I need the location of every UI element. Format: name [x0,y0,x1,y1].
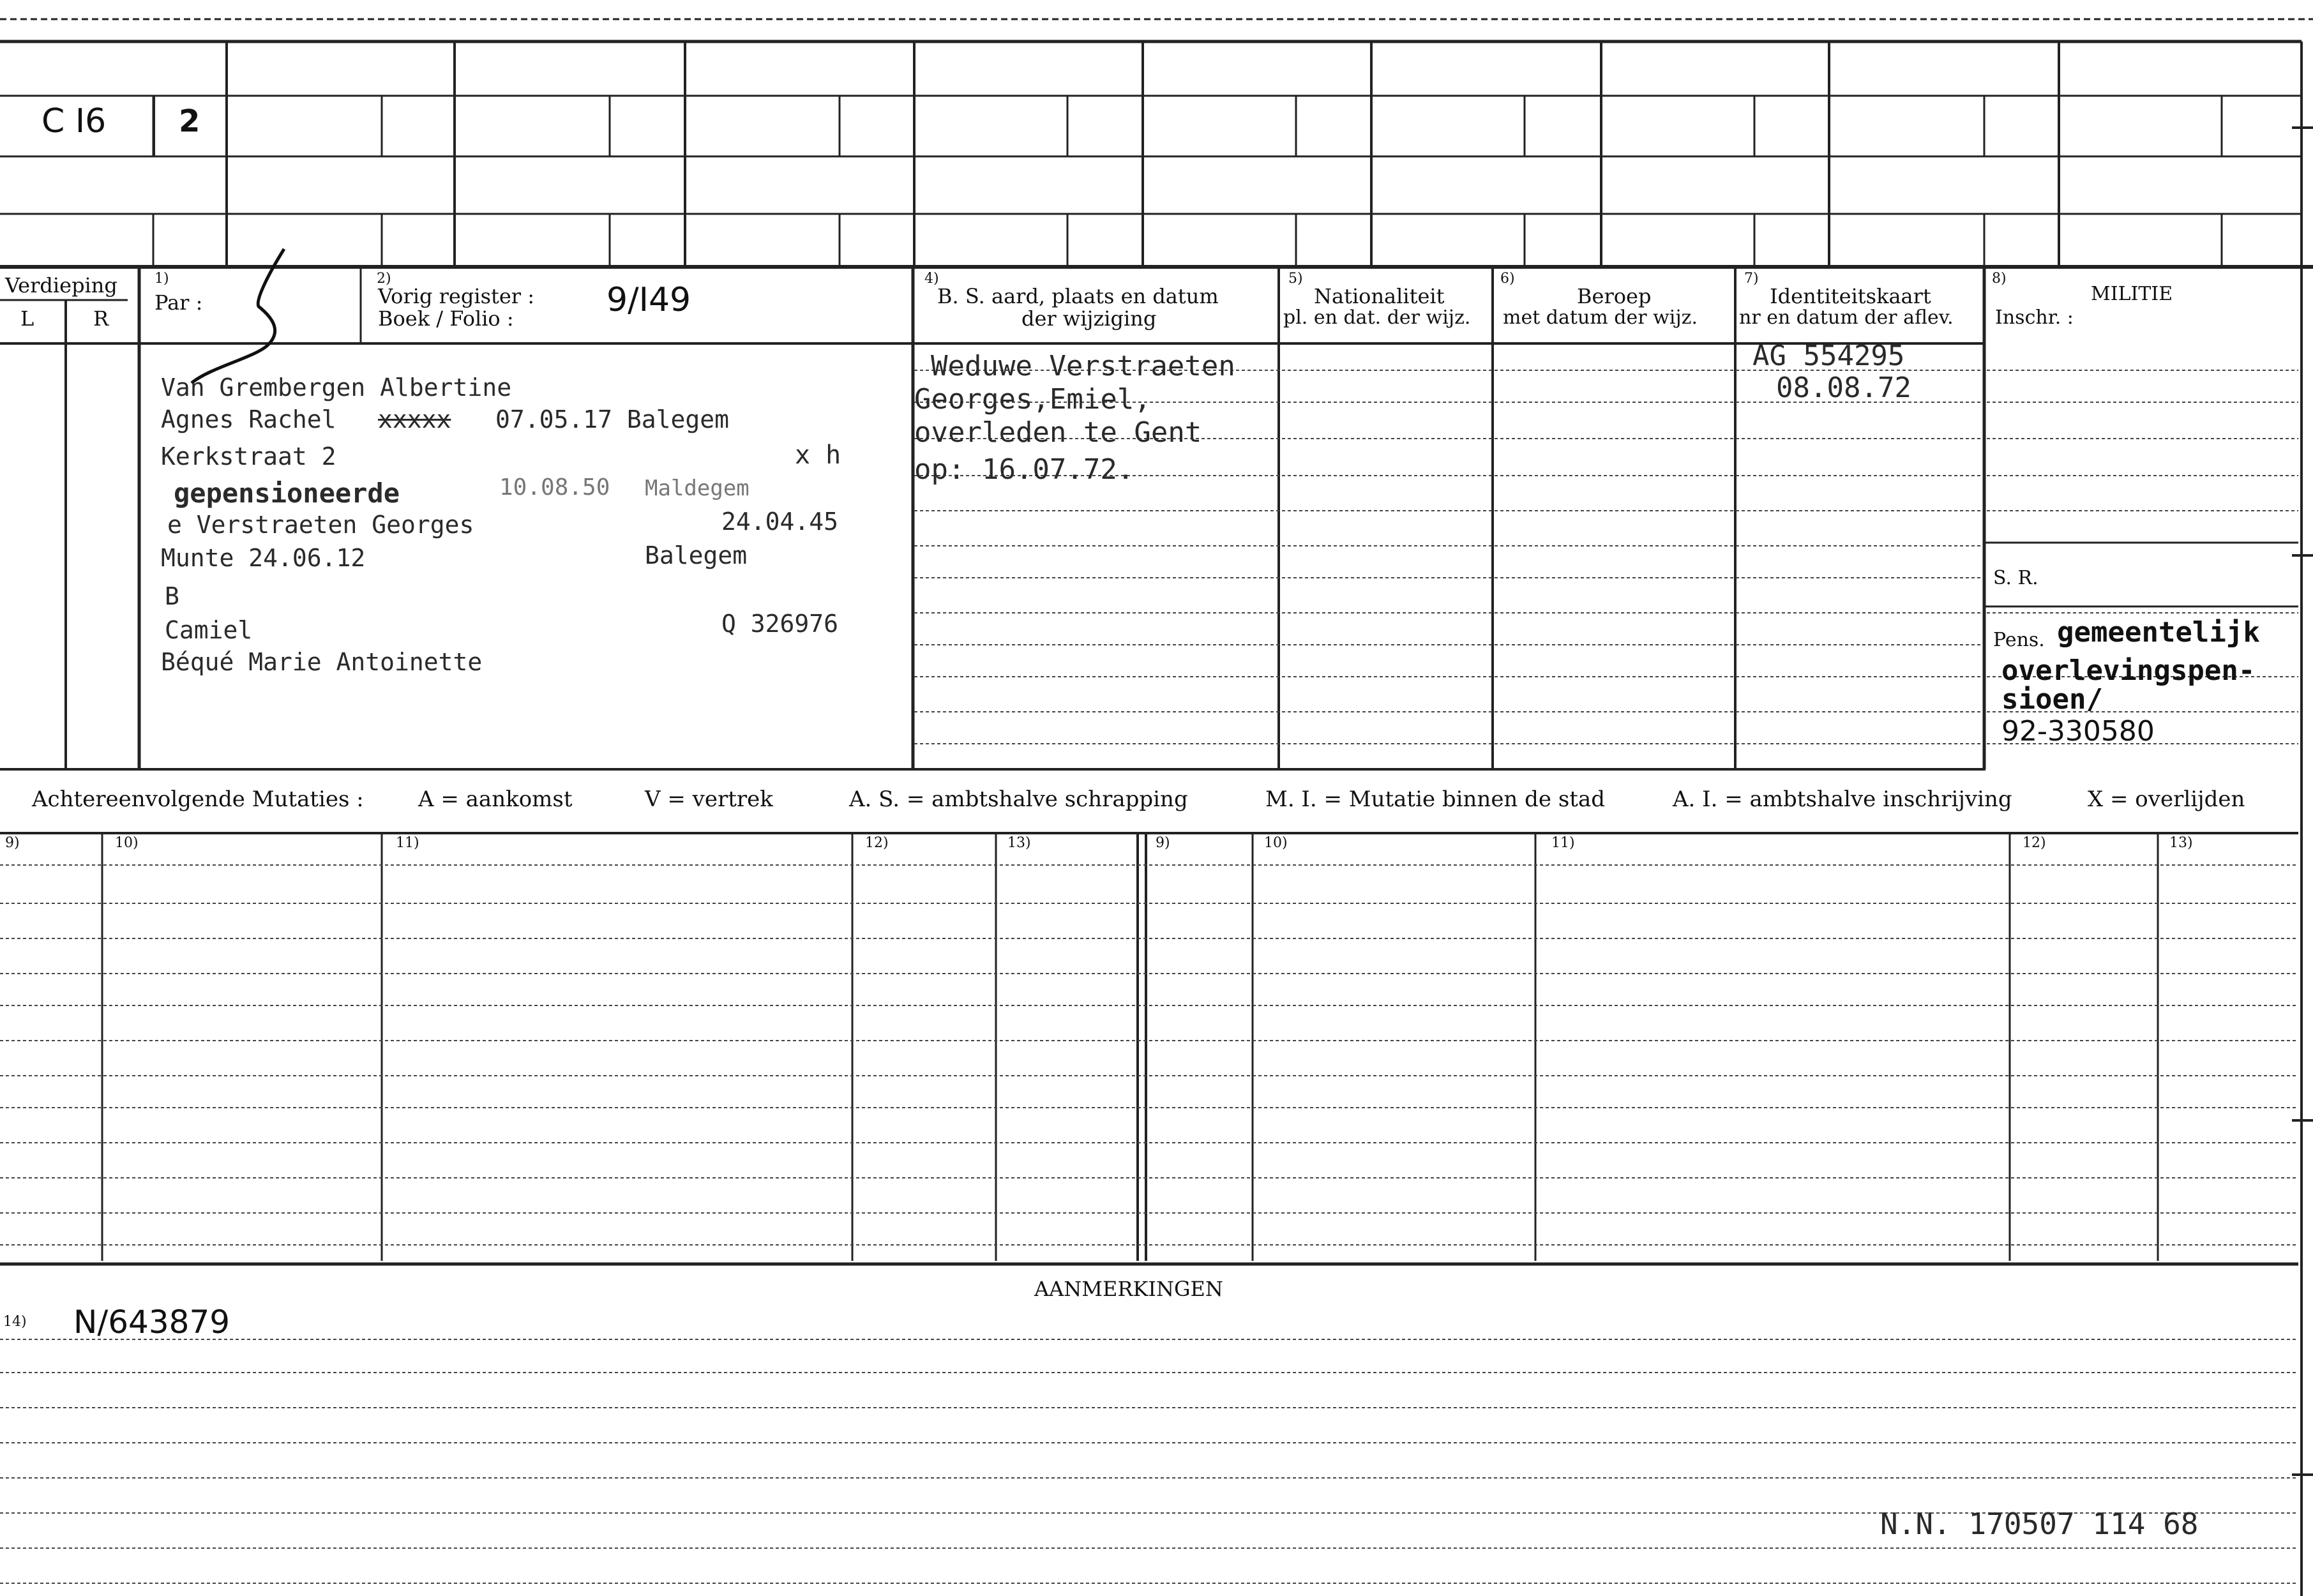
nat-label-1: Nationaliteit [1314,284,1445,308]
mut-col-13: 13) [1007,835,1031,851]
militie-number: 8) [1992,271,2007,287]
mut-col-10b: 10) [1264,835,1288,851]
bs-number: 4) [924,271,939,287]
id-number: 7) [1744,271,1759,287]
person-father: Camiel [165,616,253,644]
pens-line-3: sioen/ [2001,683,2103,716]
beroep-label-1: Beroep [1577,284,1652,308]
person-q-number: Q 326976 [721,610,839,638]
person-address: Kerkstraat 2 [161,442,336,471]
mut-col-12: 12) [865,835,889,851]
bs-entry-line-2: Georges,Emiel, [914,383,1151,416]
person-marriage-date: 24.04.45 [721,508,839,536]
code-divider [153,96,155,156]
nat-label-2: pl. en dat. der wijz. [1283,306,1471,329]
pens-line-4: 92-330580 [2001,715,2155,748]
beroep-number: 6) [1500,271,1515,287]
par-number: 1) [154,271,169,287]
vorig-number: 2) [377,271,391,287]
legend-aankomst: A = aankomst [418,787,573,812]
person-line-b: B [165,582,179,610]
person-name: Van Grembergen Albertine [161,373,512,402]
legend-ambtshalve-inschrijving: A. I. = ambtshalve inschrijving [1673,787,2012,812]
mut-col-9b: 9) [1156,835,1170,851]
mut-col-13b: 13) [2169,835,2193,851]
par-label: Par : [154,290,203,315]
sr-label: S. R. [1993,567,2038,589]
person-profession-date: 10.08.50 [499,474,610,501]
mut-col-10: 10) [115,835,139,851]
code-number: 2 [179,103,200,139]
verdieping-label: Verdieping [5,273,117,297]
legend-vertrek: V = vertrek [645,787,773,812]
bs-entry-line-4: op: 16.07.72. [914,453,1134,486]
person-spouse-place: Balegem [645,541,748,569]
person-firstnames: Agnes Rachel [161,405,336,433]
bs-entry-line-3: overleden te Gent [914,416,1202,449]
legend-overlijden: X = overlijden [2088,787,2245,812]
pens-line-1: gemeentelijk [2057,616,2260,649]
nn-number: N.N. 170507 114 68 [1880,1507,2199,1541]
verdieping-r: R [93,306,109,331]
person-profession: gepensioneerde [174,478,400,509]
inschr-label: Inschr. : [1995,306,2074,329]
aanmerkingen-number: 14) [3,1314,27,1330]
person-mother: Béqué Marie Antoinette [161,648,483,676]
mut-col-12b: 12) [2023,835,2046,851]
handwritten-stroke [192,249,284,383]
bs-entry-line-1: Weduwe Verstraeten [931,350,1235,382]
mut-col-9: 9) [5,835,20,851]
aanmerkingen-title: AANMERKINGEN [1034,1277,1223,1301]
id-card-number: AG 554295 [1752,340,1905,372]
legend-mutatie-binnen-stad: M. I. = Mutatie binnen de stad [1265,787,1605,812]
person-profession-place: Maldegem [645,476,750,501]
person-spouse: e Verstraeten Georges [167,511,474,539]
nat-number: 5) [1288,271,1303,287]
mut-col-11: 11) [396,835,419,851]
folio-value: 9/I49 [607,281,691,319]
pens-line-2: overlevingspen- [2001,654,2256,687]
legend-ambtshalve-schrapping: A. S. = ambtshalve schrapping [849,787,1188,812]
id-label-2: nr en datum der aflev. [1739,306,1954,329]
aanmerkingen-value: N/643879 [73,1304,230,1341]
pens-label: Pens. [1993,629,2045,651]
mutaties-title: Achtereenvolgende Mutaties : [32,787,364,812]
person-birth: 07.05.17 Balegem [495,405,730,433]
militie-label: MILITIE [2091,283,2173,305]
verdieping-l: L [20,306,34,331]
person-spouse-birth: Munte 24.06.12 [161,544,366,572]
boek-label: Boek / Folio : [378,306,514,331]
id-card-date: 08.08.72 [1776,372,1911,404]
vorig-label: Vorig register : [378,284,535,308]
person-status-mark: x h [795,440,841,470]
mut-col-11b: 11) [1551,835,1575,851]
beroep-label-2: met datum der wijz. [1503,306,1698,329]
code-value: C I6 [41,102,107,140]
id-label-1: Identiteitskaart [1770,284,1931,308]
bs-label-2: der wijziging [1021,306,1157,331]
person-struck-out: xxxxx [378,405,451,433]
bs-label-1: B. S. aard, plaats en datum [937,284,1219,308]
